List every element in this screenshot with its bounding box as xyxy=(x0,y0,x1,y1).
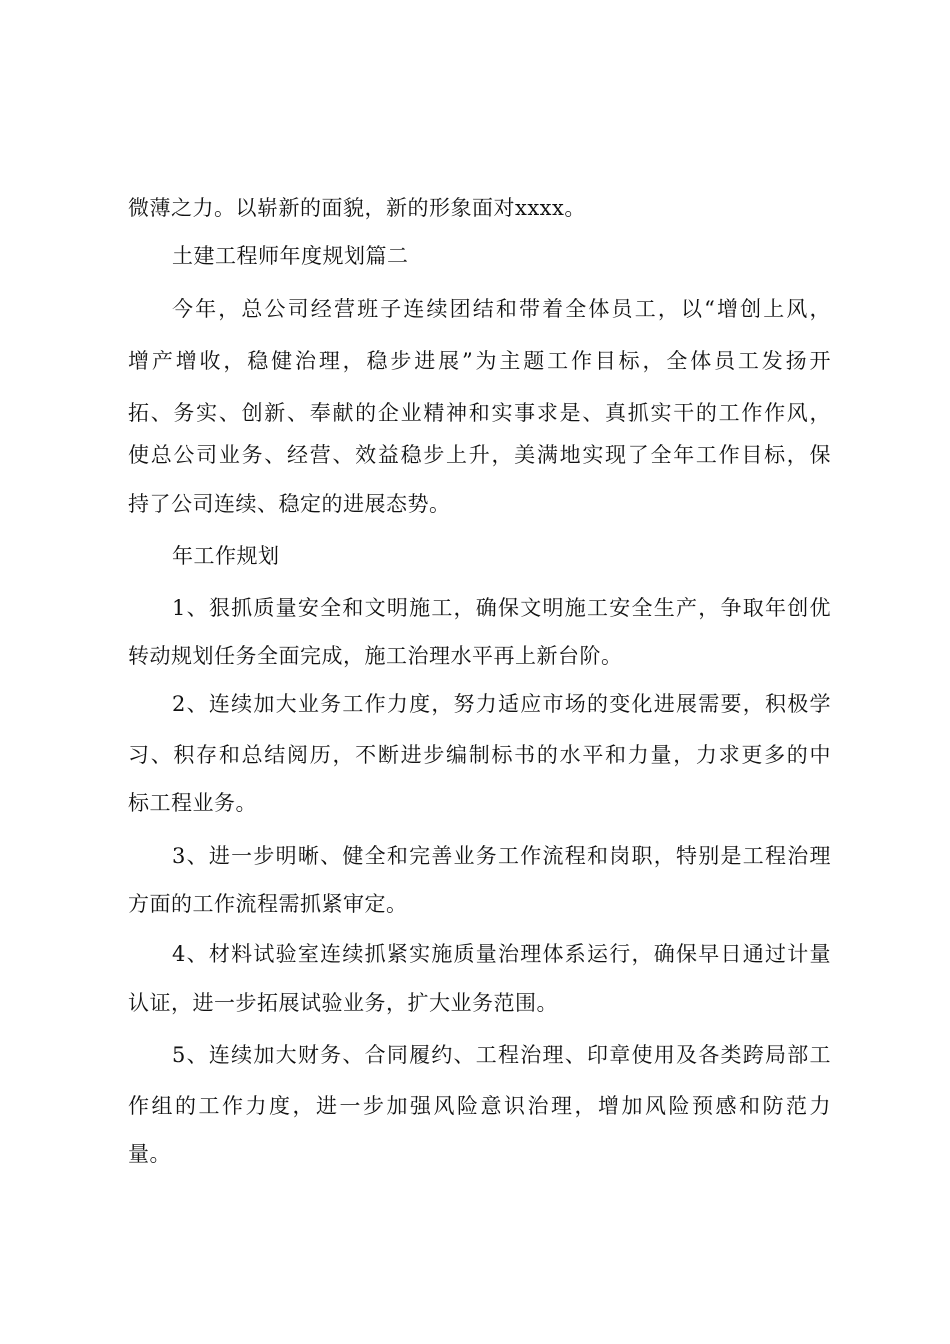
text-line: 今年，总公司经营班子连续团结和带着全体员工，以“增创上风， xyxy=(172,297,831,321)
text-line: 拓、务实、创新、奉献的企业精神和实事求是、真抓实干的工作作风， xyxy=(128,401,831,425)
text-line: 作组的工作力度，进一步加强风险意识治理，增加风险预感和防范力 xyxy=(128,1094,831,1118)
text-line: 标工程业务。 xyxy=(128,791,257,815)
text-line: 量。 xyxy=(128,1142,171,1166)
text-line: 方面的工作流程需抓紧审定。 xyxy=(128,892,408,916)
text-line: 持了公司连续、稳定的进展态势。 xyxy=(128,492,451,516)
text-line: 3、进一步明晰、健全和完善业务工作流程和岗职，特别是工程治理 xyxy=(172,844,831,868)
text-line: 增产增收，稳健治理，稳步进展”为主题工作目标，全体员工发扬开 xyxy=(128,349,831,373)
text-line: 微薄之力。以崭新的面貌，新的形象面对xxxx。 xyxy=(128,196,586,220)
text-line: 4、材料试验室连续抓紧实施质量治理体系运行，确保早日通过计量 xyxy=(172,942,831,966)
text-line: 转动规划任务全面完成，施工治理水平再上新台阶。 xyxy=(128,644,623,668)
section-heading: 年工作规划 xyxy=(172,544,280,568)
text-line: 1、狠抓质量安全和文明施工，确保文明施工安全生产，争取年创优 xyxy=(172,596,831,620)
document-page xyxy=(128,0,831,1344)
section-heading: 土建工程师年度规划篇二 xyxy=(172,244,409,268)
text-line: 认证，进一步拓展试验业务，扩大业务范围。 xyxy=(128,991,558,1015)
text-line: 使总公司业务、经营、效益稳步上升，美满地实现了全年工作目标，保 xyxy=(128,443,831,467)
text-line: 习、积存和总结阅历，不断进步编制标书的水平和力量，力求更多的中 xyxy=(128,743,831,767)
text-line: 5、连续加大财务、合同履约、工程治理、印章使用及各类跨局部工 xyxy=(172,1043,831,1067)
text-line: 2、连续加大业务工作力度，努力适应市场的变化进展需要，积极学 xyxy=(172,692,831,716)
